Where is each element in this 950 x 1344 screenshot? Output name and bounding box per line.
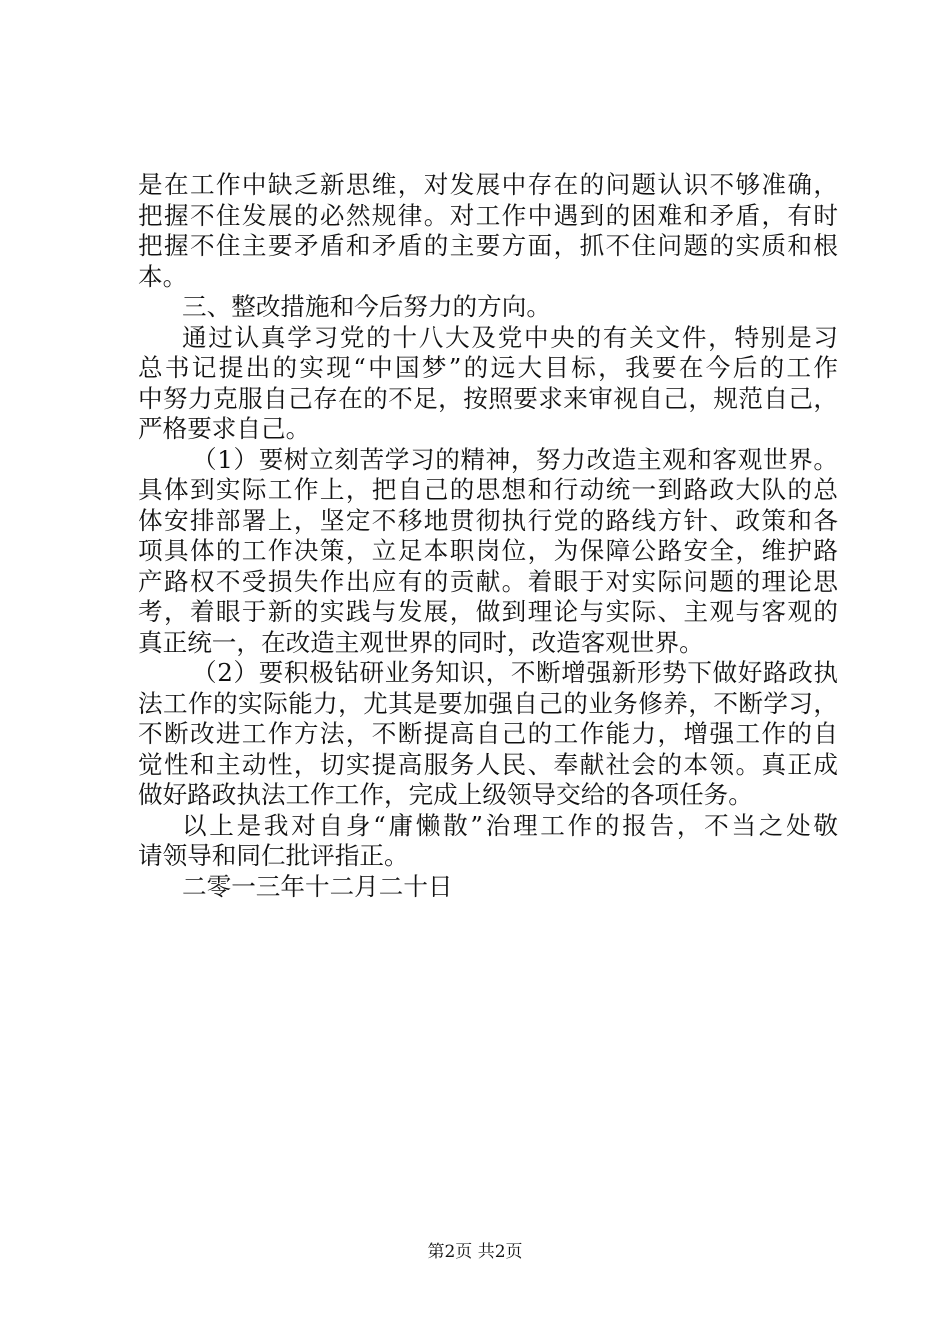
text-line: 项具体的工作决策，立足本职岗位，为保障公路安全，维护路 xyxy=(138,536,838,565)
text-line: 以上是我对自身“庸懒散”治理工作的报告，不当之处敬 xyxy=(182,810,838,840)
document-date: 二零一三年十二月二十日 xyxy=(182,871,453,901)
text-line: 产路权不受损失作出应有的贡献。着眼于对实际问题的理论思 xyxy=(138,566,838,596)
list-item-heading: （1）要树立刻苦学习的精神，努力改造主观和客观世界。 xyxy=(192,444,838,474)
text-line: 总书记提出的实现“中国梦”的远大目标，我要在今后的工作 xyxy=(138,353,838,382)
text-line: 觉性和主动性，切实提高服务人民、奉献社会的本领。真正成 xyxy=(138,749,838,779)
page-number-footer: 第2页 共2页 xyxy=(427,1242,523,1262)
section-heading: 三、整改措施和今后努力的方向。 xyxy=(182,292,551,321)
text-line: 真正统一，在改造主观世界的同时，改造客观世界。 xyxy=(138,627,704,657)
text-line: 请领导和同仁批评指正。 xyxy=(138,841,409,870)
document-body xyxy=(138,170,838,902)
text-line: 不断改进工作方法，不断提高自己的工作能力，增强工作的自 xyxy=(138,719,838,748)
text-line: 中努力克服自己存在的不足，按照要求来审视自己，规范自己， xyxy=(138,383,838,413)
list-item-heading: （2）要积极钻研业务知识，不断增强新形势下做好路政执 xyxy=(192,658,838,687)
text-line: 本。 xyxy=(138,261,188,291)
text-line: 法工作的实际能力，尤其是要加强自己的业务修养，不断学习， xyxy=(138,688,838,718)
text-line: 具体到实际工作上，把自己的思想和行动统一到路政大队的总 xyxy=(138,475,838,504)
text-line: 做好路政执法工作工作，完成上级领导交给的各项任务。 xyxy=(138,780,753,809)
text-line: 体安排部署上，坚定不移地贯彻执行党的路线方针、政策和各 xyxy=(138,505,838,535)
text-line: 严格要求自己。 xyxy=(138,414,311,443)
text-line: 通过认真学习党的十八大及党中央的有关文件，特别是习 xyxy=(182,322,838,352)
text-line: 是在工作中缺乏新思维，对发展中存在的问题认识不够准确， xyxy=(138,170,838,199)
text-line: 考，着眼于新的实践与发展，做到理论与实际、主观与客观的 xyxy=(138,597,838,626)
text-line: 把握不住发展的必然规律。对工作中遇到的困难和矛盾，有时 xyxy=(138,200,838,230)
text-line: 把握不住主要矛盾和矛盾的主要方面，抓不住问题的实质和根 xyxy=(138,231,838,260)
